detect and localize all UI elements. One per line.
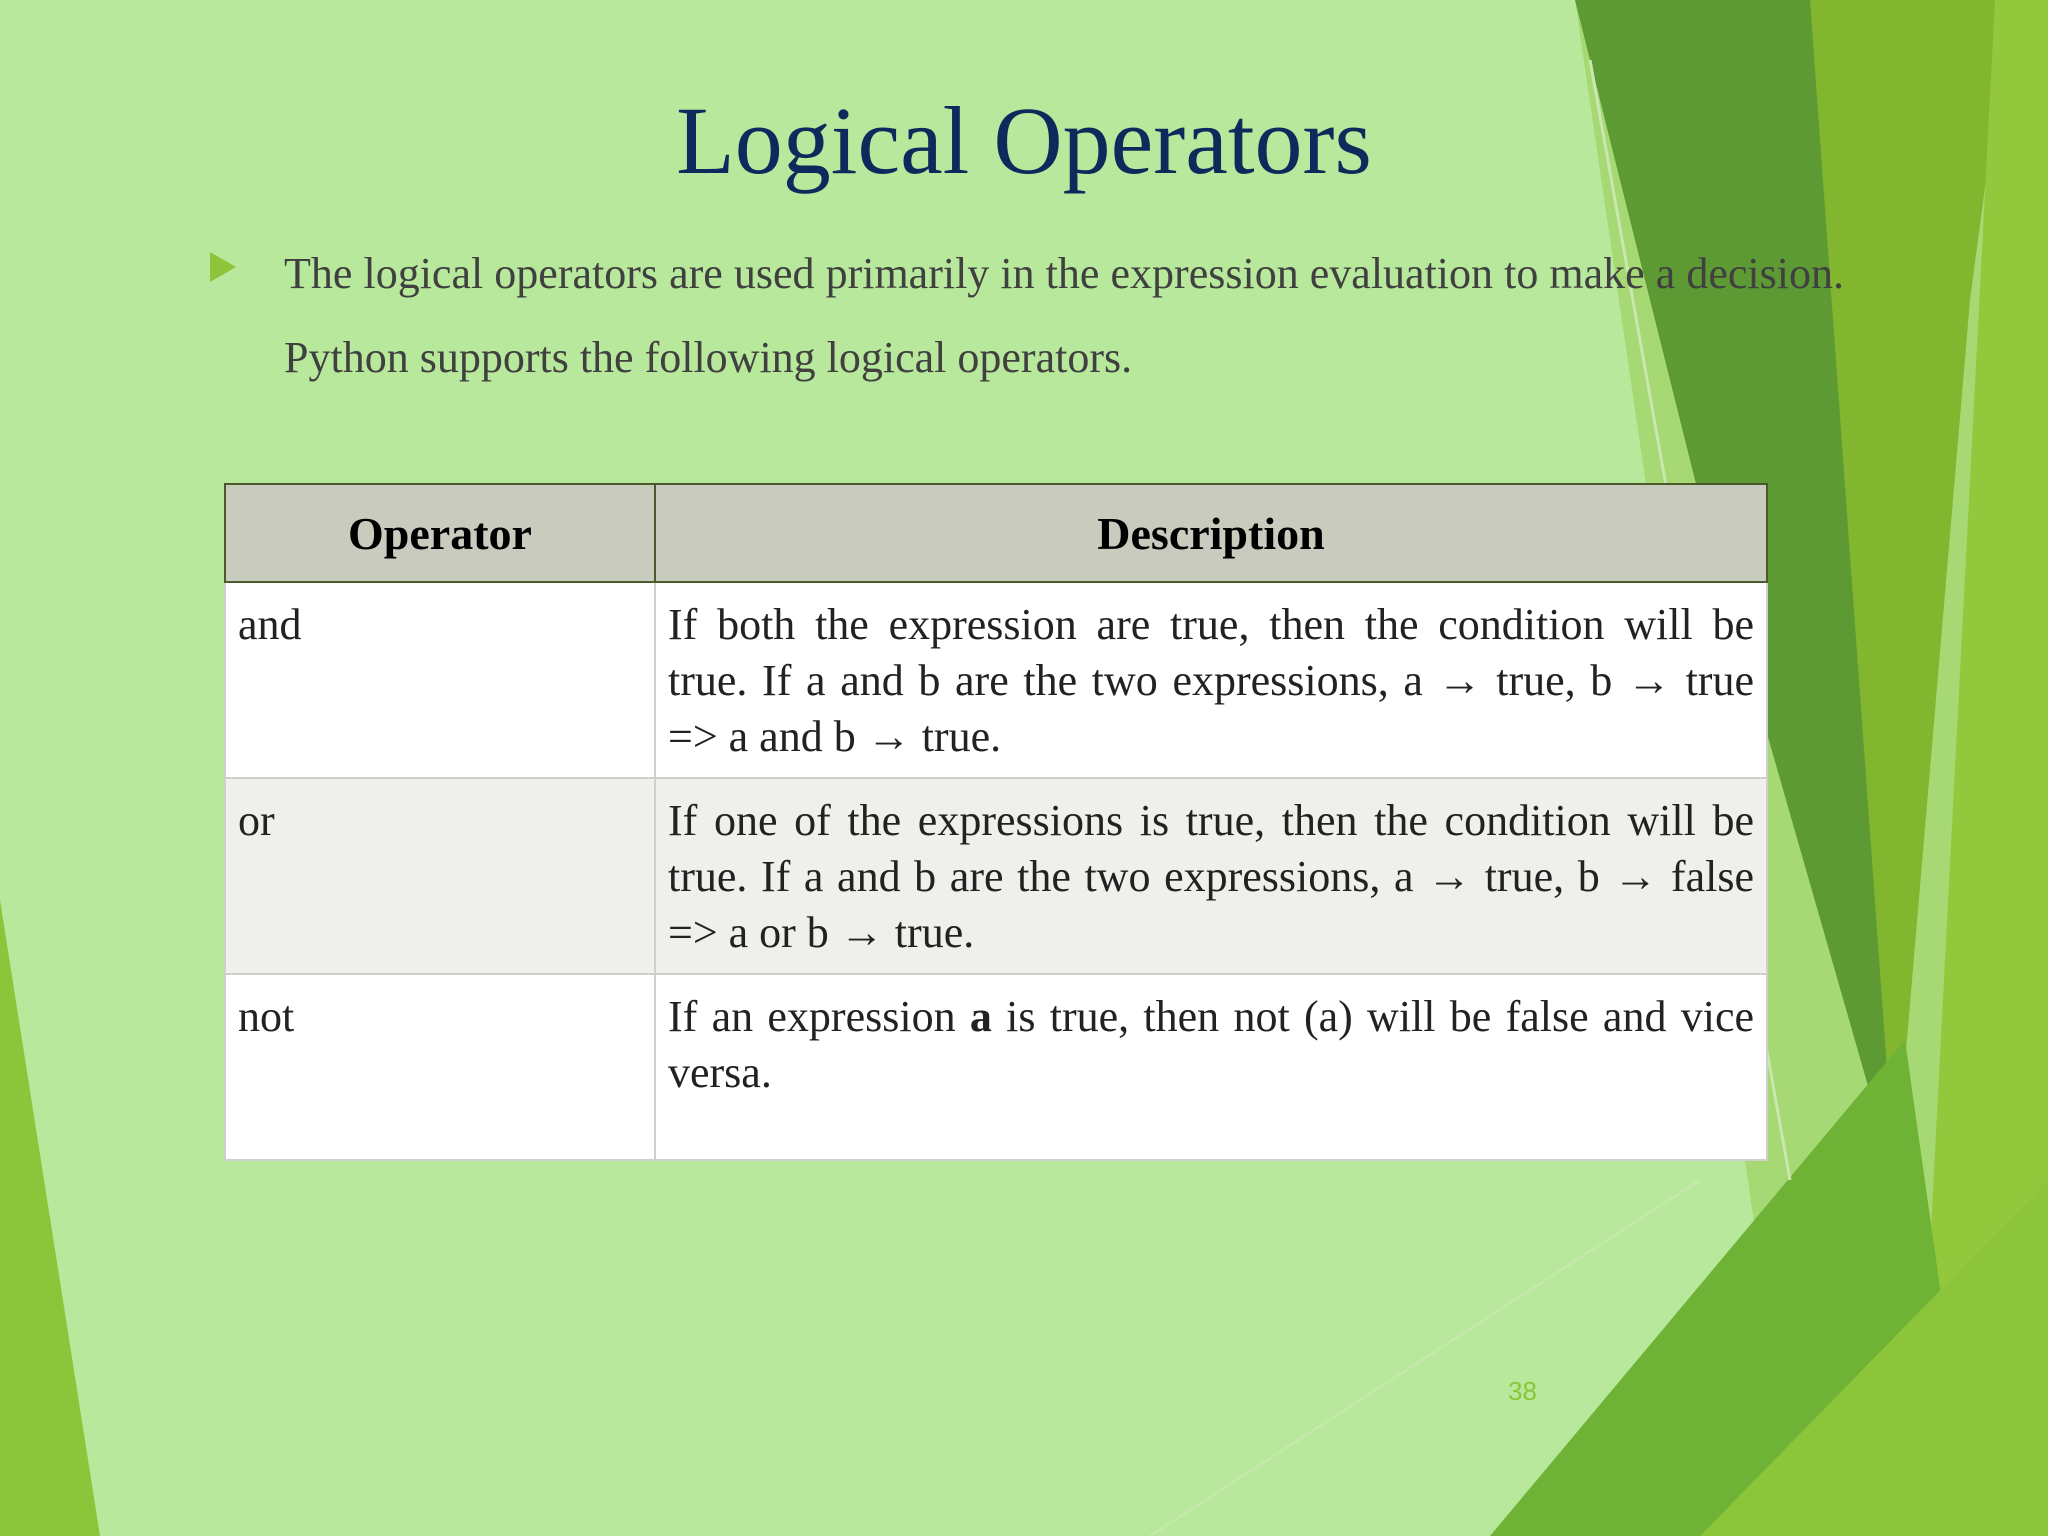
triangle-bullet-icon — [210, 252, 236, 282]
header-operator: Operator — [225, 484, 655, 582]
description-cell: If one of the expressions is true, then the condition will be true. If a and b are the two expressions, a → true, b → false => a or b → true. — [655, 778, 1767, 974]
operator-cell: or — [225, 778, 655, 974]
bullet-item — [210, 232, 1844, 400]
table-row — [225, 778, 1767, 974]
bullet-text: The logical operators are used primarily in the expression evaluation to make a decision. Python supports the following logical operators. — [284, 249, 1844, 382]
description-cell: If both the expression are true, then the condition will be true. If a and b are the two expressions, a → true, b → true => a and b → true. — [655, 582, 1767, 778]
table-header-row — [225, 484, 1767, 582]
slide-title: Logical Operators — [676, 87, 1372, 194]
operator-cell: and — [225, 582, 655, 778]
table-row — [225, 974, 1767, 1160]
description-text-after: is true, then not (a) will be false and vice versa. — [668, 992, 1755, 1097]
description-text-bold: a — [969, 992, 992, 1041]
page-number: 38 — [1508, 1376, 1537, 1406]
operators-table — [224, 483, 1768, 1161]
operator-cell: not — [225, 974, 655, 1160]
description-text-before: If an expression — [668, 992, 970, 1041]
deco-shape-left — [0, 900, 100, 1536]
table-row — [225, 582, 1767, 778]
header-description: Description — [655, 484, 1767, 582]
description-cell — [655, 974, 1767, 1160]
